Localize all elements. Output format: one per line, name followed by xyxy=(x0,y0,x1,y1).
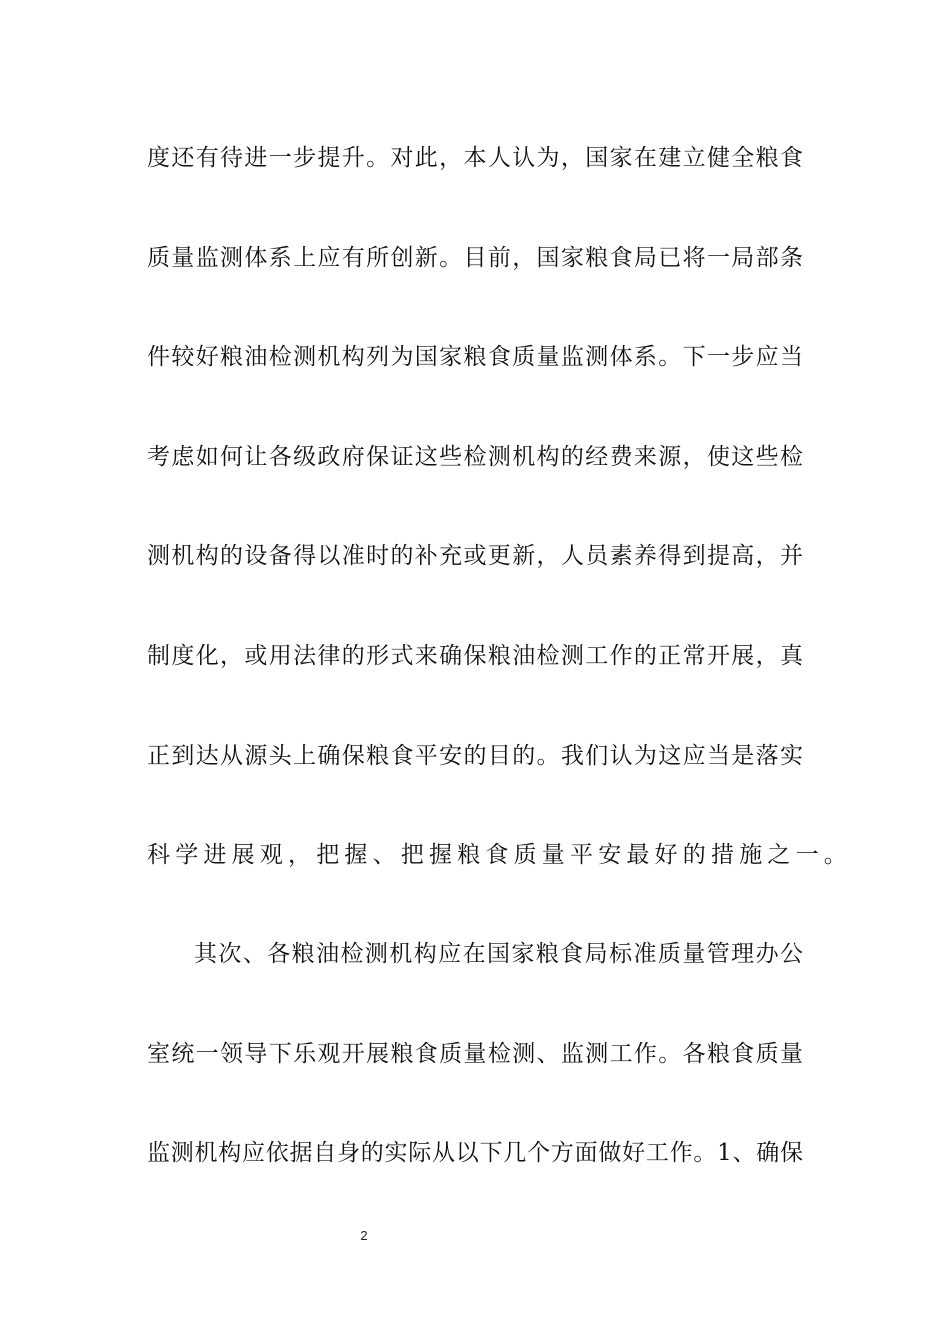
page-number: 2 xyxy=(360,1228,368,1243)
paragraph-line: 件较好粮油检测机构列为国家粮食质量监测体系。下一步应当 xyxy=(147,344,803,370)
paragraph-line: 考虑如何让各级政府保证这些检测机构的经费来源，使这些检 xyxy=(147,444,803,470)
paragraph-line: 室统一领导下乐观开展粮食质量检测、监测工作。各粮食质量 xyxy=(147,1041,803,1067)
paragraph-line: 正到达从源头上确保粮食平安的目的。我们认为这应当是落实 xyxy=(147,743,803,769)
paragraph-line: 科学进展观，把握、把握粮食质量平安最好的措施之一。 xyxy=(147,842,852,868)
paragraph-line: 质量监测体系上应有所创新。目前，国家粮食局已将一局部条 xyxy=(147,245,803,271)
paragraph-line: 监测机构应依据自身的实际从以下几个方面做好工作。1、确保 xyxy=(147,1140,803,1166)
paragraph-line: 度还有待进一步提升。对此，本人认为，国家在建立健全粮食 xyxy=(147,145,803,171)
paragraph-first-line: 其次、各粮油检测机构应在国家粮食局标准质量管理办公 xyxy=(194,941,803,967)
paragraph-line: 测机构的设备得以准时的补充或更新，人员素养得到提高，并 xyxy=(147,543,803,569)
paragraph-line: 制度化，或用法律的形式来确保粮油检测工作的正常开展，真 xyxy=(147,643,803,669)
